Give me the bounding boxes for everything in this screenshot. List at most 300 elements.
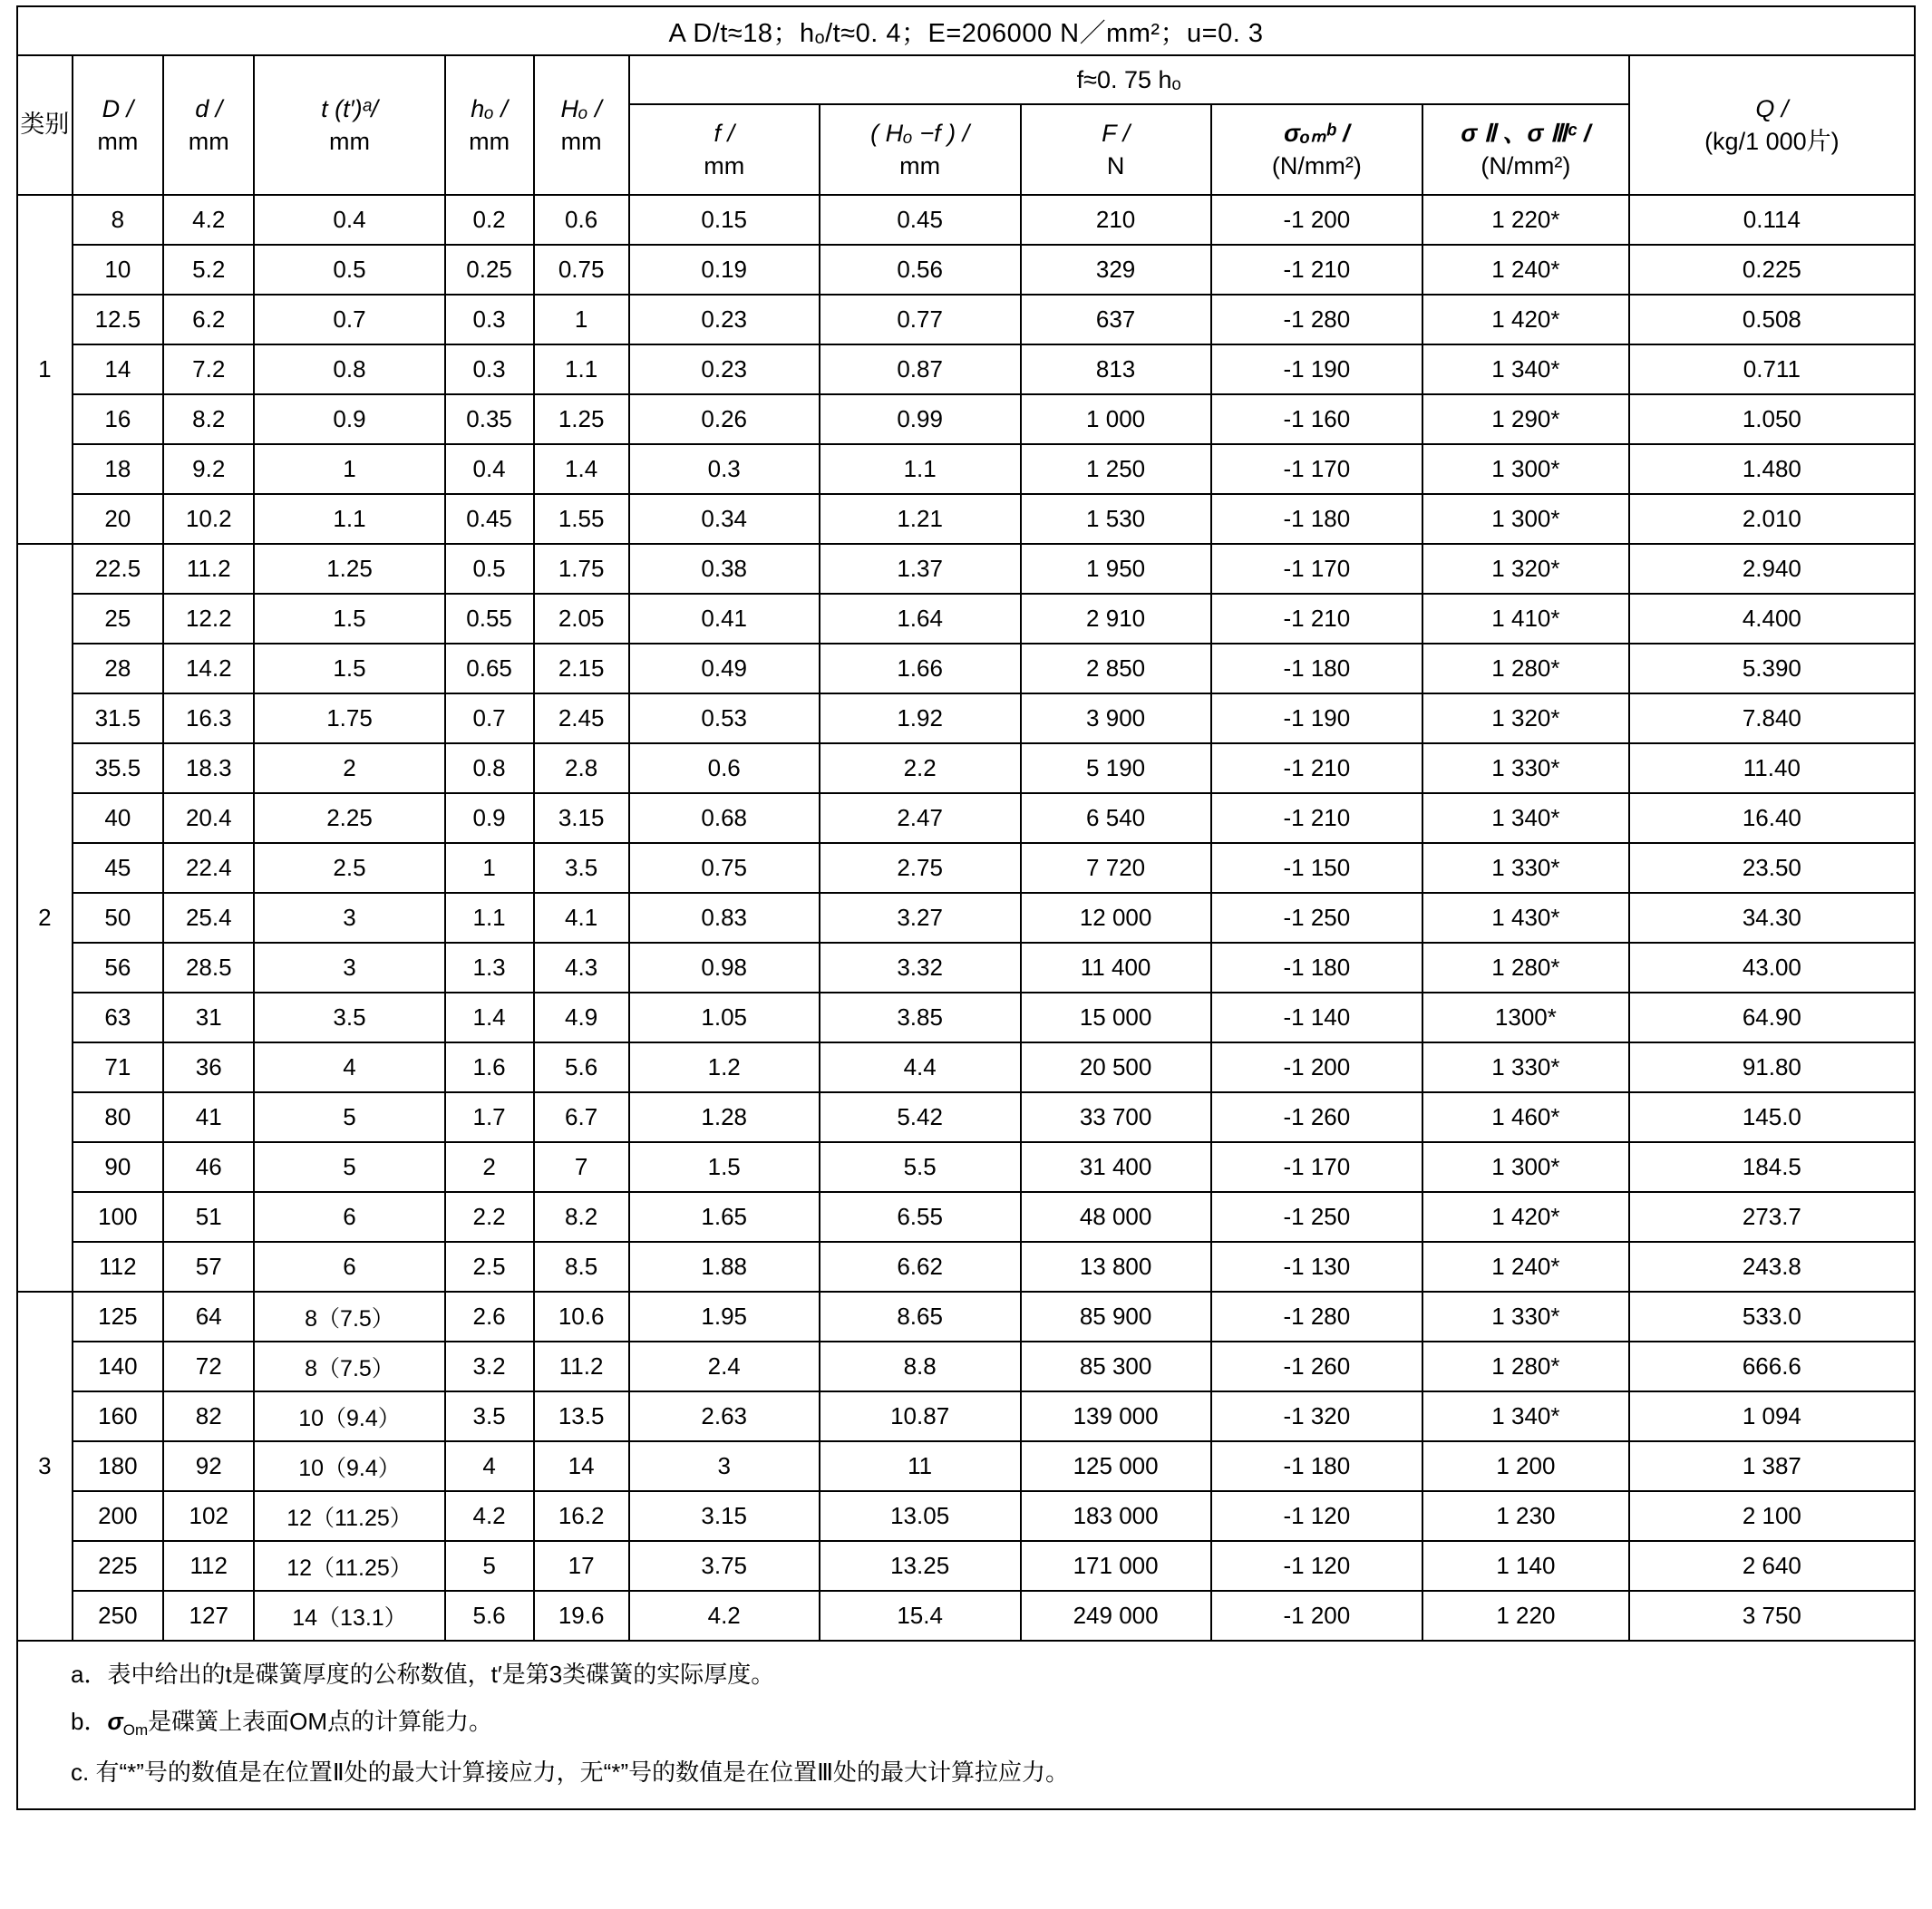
cell-Q: 64.90	[1629, 993, 1915, 1042]
table-row	[17, 793, 1915, 843]
cell-F: 139 000	[1021, 1391, 1211, 1441]
cell-f: 3.75	[629, 1541, 820, 1591]
cell-t: 1.5	[254, 644, 444, 693]
cell-Q: 1.480	[1629, 444, 1915, 494]
header-sigma-II-III: σ Ⅱ 、σ Ⅲᶜ / (N/mm²)	[1422, 104, 1629, 195]
cell-H0-minus-f: 1.21	[820, 494, 1021, 544]
cell-f: 1.88	[629, 1242, 820, 1292]
cell-sigma-Om: -1 180	[1211, 1441, 1422, 1491]
cell-f: 0.68	[629, 793, 820, 843]
cell-sigma-Om: -1 120	[1211, 1491, 1422, 1541]
cell-F: 1 530	[1021, 494, 1211, 544]
cell-H0: 11.2	[534, 1342, 629, 1391]
cell-t: 6	[254, 1192, 444, 1242]
cell-H0-minus-f: 2.2	[820, 743, 1021, 793]
cell-f: 2.4	[629, 1342, 820, 1391]
header-t: t (t′)ᵃ/ mm	[254, 55, 444, 195]
cell-sigma-II-III: 1 220*	[1422, 195, 1629, 245]
cell-f: 1.95	[629, 1292, 820, 1342]
cell-sigma-Om: -1 210	[1211, 594, 1422, 644]
table-row	[17, 594, 1915, 644]
cell-H0: 3.15	[534, 793, 629, 843]
cell-Q: 145.0	[1629, 1092, 1915, 1142]
cell-D: 140	[73, 1342, 163, 1391]
cell-t: 8（7.5）	[254, 1342, 444, 1391]
header-H0: Hₒ / mm	[534, 55, 629, 195]
cell-h0: 0.8	[445, 743, 534, 793]
cell-sigma-Om: -1 200	[1211, 1042, 1422, 1092]
cell-sigma-Om: -1 130	[1211, 1242, 1422, 1292]
cell-sigma-II-III: 1 230	[1422, 1491, 1629, 1541]
cell-Q: 11.40	[1629, 743, 1915, 793]
cell-F: 13 800	[1021, 1242, 1211, 1292]
cell-h0: 3.2	[445, 1342, 534, 1391]
cell-H0: 4.3	[534, 943, 629, 993]
table-row	[17, 295, 1915, 344]
cell-h0: 1.1	[445, 893, 534, 943]
header-D: D / mm	[73, 55, 163, 195]
table-row	[17, 1342, 1915, 1391]
cell-t: 1	[254, 444, 444, 494]
cell-Q: 2 640	[1629, 1541, 1915, 1591]
cell-h0: 2.6	[445, 1292, 534, 1342]
note-c: c. 有“*”号的数值是在位置Ⅱ处的最大计算接应力，无“*”号的数值是在位置Ⅲ处的最大计算拉应力。	[71, 1758, 1070, 1786]
cell-h0: 0.5	[445, 544, 534, 594]
cell-Q: 34.30	[1629, 893, 1915, 943]
cell-F: 6 540	[1021, 793, 1211, 843]
cell-h0: 5.6	[445, 1591, 534, 1641]
table-row	[17, 943, 1915, 993]
header-row-1	[17, 55, 1915, 104]
cell-H0-minus-f: 3.27	[820, 893, 1021, 943]
cell-sigma-II-III: 1 330*	[1422, 1292, 1629, 1342]
table-row	[17, 1391, 1915, 1441]
cell-F: 1 950	[1021, 544, 1211, 594]
cell-Q: 23.50	[1629, 843, 1915, 893]
cell-t: 10（9.4）	[254, 1441, 444, 1491]
cell-H0-minus-f: 0.99	[820, 394, 1021, 444]
table-row	[17, 893, 1915, 943]
cell-h0: 4	[445, 1441, 534, 1491]
cell-sigma-Om: -1 320	[1211, 1391, 1422, 1441]
cell-D: 50	[73, 893, 163, 943]
table-row	[17, 743, 1915, 793]
cell-h0: 0.2	[445, 195, 534, 245]
header-group-f: f≈0. 75 hₒ	[629, 55, 1629, 104]
cell-d: 4.2	[163, 195, 254, 245]
cell-F: 125 000	[1021, 1441, 1211, 1491]
table-row	[17, 843, 1915, 893]
table-row	[17, 394, 1915, 444]
cell-H0: 4.1	[534, 893, 629, 943]
cell-H0-minus-f: 3.85	[820, 993, 1021, 1042]
cell-d: 64	[163, 1292, 254, 1342]
cell-d: 46	[163, 1142, 254, 1192]
cell-F: 813	[1021, 344, 1211, 394]
cell-F: 11 400	[1021, 943, 1211, 993]
cell-d: 127	[163, 1591, 254, 1641]
table-body	[17, 195, 1915, 1641]
cell-Q: 7.840	[1629, 693, 1915, 743]
cell-D: 12.5	[73, 295, 163, 344]
cell-d: 92	[163, 1441, 254, 1491]
cell-H0: 2.15	[534, 644, 629, 693]
cell-Q: 0.225	[1629, 245, 1915, 295]
cell-f: 0.6	[629, 743, 820, 793]
cell-H0: 7	[534, 1142, 629, 1192]
cell-H0: 0.6	[534, 195, 629, 245]
header-f: f / mm	[629, 104, 820, 195]
cell-sigma-Om: -1 210	[1211, 793, 1422, 843]
note-b: b．$\sigma_{Om}$是碟簧上表面OM点的计算能力。	[71, 1708, 493, 1739]
table-row	[17, 1292, 1915, 1342]
cell-H0-minus-f: 13.25	[820, 1541, 1021, 1591]
cell-h0: 0.3	[445, 344, 534, 394]
cell-H0-minus-f: 2.75	[820, 843, 1021, 893]
cell-sigma-II-III: 1 430*	[1422, 893, 1629, 943]
cell-D: 35.5	[73, 743, 163, 793]
table-row	[17, 494, 1915, 544]
cell-sigma-Om: -1 260	[1211, 1092, 1422, 1142]
disc-spring-spec-table	[16, 5, 1916, 1642]
cell-Q: 273.7	[1629, 1192, 1915, 1242]
cell-sigma-Om: -1 280	[1211, 295, 1422, 344]
cell-sigma-II-III: 1 420*	[1422, 295, 1629, 344]
cell-t: 0.7	[254, 295, 444, 344]
cell-t: 5	[254, 1092, 444, 1142]
cell-d: 18.3	[163, 743, 254, 793]
header-h0: hₒ / mm	[445, 55, 534, 195]
table-title: A D/t≈18；hₒ/t≈0. 4；E=206000 N／mm²；u=0. 3	[17, 6, 1915, 55]
category-cell-3: 3	[17, 1292, 73, 1641]
cell-sigma-II-III: 1 300*	[1422, 1142, 1629, 1192]
table-row	[17, 1441, 1915, 1491]
cell-d: 16.3	[163, 693, 254, 743]
table-row	[17, 1042, 1915, 1092]
cell-D: 40	[73, 793, 163, 843]
cell-H0-minus-f: 1.66	[820, 644, 1021, 693]
table-row	[17, 1541, 1915, 1591]
cell-f: 0.23	[629, 295, 820, 344]
cell-f: 3	[629, 1441, 820, 1491]
cell-f: 2.63	[629, 1391, 820, 1441]
cell-h0: 3.5	[445, 1391, 534, 1441]
cell-Q: 2 100	[1629, 1491, 1915, 1541]
header-F: F / N	[1021, 104, 1211, 195]
cell-f: 1.65	[629, 1192, 820, 1242]
table-row	[17, 1142, 1915, 1192]
header-category: 类别	[17, 55, 73, 195]
cell-H0-minus-f: 0.77	[820, 295, 1021, 344]
cell-d: 9.2	[163, 444, 254, 494]
cell-F: 249 000	[1021, 1591, 1211, 1641]
cell-sigma-Om: -1 200	[1211, 1591, 1422, 1641]
category-cell-2: 2	[17, 544, 73, 1292]
cell-t: 2.5	[254, 843, 444, 893]
cell-sigma-II-III: 1 460*	[1422, 1092, 1629, 1142]
cell-sigma-Om: -1 190	[1211, 344, 1422, 394]
cell-Q: 0.114	[1629, 195, 1915, 245]
cell-f: 0.98	[629, 943, 820, 993]
table-title-row	[17, 6, 1915, 55]
cell-f: 0.38	[629, 544, 820, 594]
cell-F: 31 400	[1021, 1142, 1211, 1192]
cell-sigma-Om: -1 180	[1211, 943, 1422, 993]
cell-Q: 91.80	[1629, 1042, 1915, 1092]
cell-D: 31.5	[73, 693, 163, 743]
cell-sigma-II-III: 1 300*	[1422, 494, 1629, 544]
cell-Q: 0.711	[1629, 344, 1915, 394]
cell-t: 0.5	[254, 245, 444, 295]
table-row	[17, 1242, 1915, 1292]
cell-h0: 2	[445, 1142, 534, 1192]
cell-Q: 2.010	[1629, 494, 1915, 544]
cell-D: 125	[73, 1292, 163, 1342]
cell-h0: 0.9	[445, 793, 534, 843]
header-Q: Q / (kg/1 000片)	[1629, 55, 1915, 195]
cell-Q: 16.40	[1629, 793, 1915, 843]
cell-sigma-II-III: 1 340*	[1422, 1391, 1629, 1441]
cell-h0: 1.7	[445, 1092, 534, 1142]
cell-sigma-Om: -1 140	[1211, 993, 1422, 1042]
cell-H0-minus-f: 5.42	[820, 1092, 1021, 1142]
cell-H0-minus-f: 5.5	[820, 1142, 1021, 1192]
table-row	[17, 344, 1915, 394]
cell-t: 3.5	[254, 993, 444, 1042]
cell-H0-minus-f: 8.8	[820, 1342, 1021, 1391]
cell-H0: 16.2	[534, 1491, 629, 1541]
cell-F: 2 850	[1021, 644, 1211, 693]
cell-h0: 2.2	[445, 1192, 534, 1242]
cell-h0: 0.3	[445, 295, 534, 344]
cell-F: 85 900	[1021, 1292, 1211, 1342]
cell-t: 12（11.25）	[254, 1491, 444, 1541]
cell-Q: 43.00	[1629, 943, 1915, 993]
cell-H0: 6.7	[534, 1092, 629, 1142]
cell-H0: 0.75	[534, 245, 629, 295]
cell-D: 16	[73, 394, 163, 444]
cell-D: 90	[73, 1142, 163, 1192]
cell-f: 0.83	[629, 893, 820, 943]
cell-H0: 4.9	[534, 993, 629, 1042]
cell-sigma-II-III: 1 330*	[1422, 1042, 1629, 1092]
cell-t: 1.75	[254, 693, 444, 743]
table-row	[17, 993, 1915, 1042]
cell-sigma-II-III: 1 330*	[1422, 743, 1629, 793]
cell-sigma-Om: -1 150	[1211, 843, 1422, 893]
cell-sigma-II-III: 1 330*	[1422, 843, 1629, 893]
cell-D: 8	[73, 195, 163, 245]
cell-t: 6	[254, 1242, 444, 1292]
table-row	[17, 693, 1915, 743]
cell-H0: 2.05	[534, 594, 629, 644]
cell-F: 5 190	[1021, 743, 1211, 793]
cell-d: 10.2	[163, 494, 254, 544]
cell-F: 183 000	[1021, 1491, 1211, 1541]
cell-sigma-II-III: 1 280*	[1422, 644, 1629, 693]
cell-H0: 1	[534, 295, 629, 344]
cell-H0-minus-f: 15.4	[820, 1591, 1021, 1641]
cell-d: 102	[163, 1491, 254, 1541]
cell-D: 56	[73, 943, 163, 993]
table-row	[17, 195, 1915, 245]
cell-d: 31	[163, 993, 254, 1042]
cell-sigma-Om: -1 170	[1211, 1142, 1422, 1192]
cell-sigma-Om: -1 120	[1211, 1541, 1422, 1591]
cell-sigma-II-III: 1 300*	[1422, 444, 1629, 494]
cell-H0-minus-f: 0.87	[820, 344, 1021, 394]
table-row	[17, 644, 1915, 693]
cell-sigma-Om: -1 250	[1211, 893, 1422, 943]
cell-D: 100	[73, 1192, 163, 1242]
cell-H0: 17	[534, 1541, 629, 1591]
cell-Q: 3 750	[1629, 1591, 1915, 1641]
cell-t: 1.25	[254, 544, 444, 594]
cell-H0-minus-f: 11	[820, 1441, 1021, 1491]
cell-sigma-Om: -1 190	[1211, 693, 1422, 743]
table-row	[17, 444, 1915, 494]
cell-H0-minus-f: 1.64	[820, 594, 1021, 644]
cell-sigma-II-III: 1 220	[1422, 1591, 1629, 1641]
cell-h0: 4.2	[445, 1491, 534, 1541]
cell-H0: 1.1	[534, 344, 629, 394]
cell-d: 20.4	[163, 793, 254, 843]
cell-h0: 2.5	[445, 1242, 534, 1292]
cell-F: 637	[1021, 295, 1211, 344]
cell-D: 45	[73, 843, 163, 893]
cell-D: 10	[73, 245, 163, 295]
cell-H0: 2.8	[534, 743, 629, 793]
cell-d: 6.2	[163, 295, 254, 344]
spec-table-sheet	[16, 5, 1916, 1810]
note-a: a．表中给出的t是碟簧厚度的公称数值，t′是第3类碟簧的实际厚度。	[71, 1661, 775, 1688]
cell-H0-minus-f: 10.87	[820, 1391, 1021, 1441]
cell-H0: 14	[534, 1441, 629, 1491]
cell-d: 57	[163, 1242, 254, 1292]
cell-H0: 1.55	[534, 494, 629, 544]
cell-sigma-Om: -1 180	[1211, 644, 1422, 693]
cell-H0-minus-f: 4.4	[820, 1042, 1021, 1092]
cell-h0: 0.25	[445, 245, 534, 295]
cell-H0-minus-f: 6.55	[820, 1192, 1021, 1242]
cell-h0: 5	[445, 1541, 534, 1591]
cell-d: 112	[163, 1541, 254, 1591]
cell-d: 41	[163, 1092, 254, 1142]
cell-D: 20	[73, 494, 163, 544]
cell-Q: 1 387	[1629, 1441, 1915, 1491]
cell-F: 15 000	[1021, 993, 1211, 1042]
cell-sigma-II-III: 1 290*	[1422, 394, 1629, 444]
cell-D: 28	[73, 644, 163, 693]
cell-Q: 1 094	[1629, 1391, 1915, 1441]
cell-H0: 8.5	[534, 1242, 629, 1292]
cell-F: 3 900	[1021, 693, 1211, 743]
cell-h0: 0.4	[445, 444, 534, 494]
cell-H0-minus-f: 0.56	[820, 245, 1021, 295]
cell-H0: 19.6	[534, 1591, 629, 1641]
cell-f: 0.75	[629, 843, 820, 893]
cell-d: 25.4	[163, 893, 254, 943]
cell-H0-minus-f: 0.45	[820, 195, 1021, 245]
cell-D: 180	[73, 1441, 163, 1491]
cell-F: 33 700	[1021, 1092, 1211, 1142]
cell-H0: 3.5	[534, 843, 629, 893]
cell-t: 8（7.5）	[254, 1292, 444, 1342]
cell-sigma-Om: -1 170	[1211, 444, 1422, 494]
cell-Q: 533.0	[1629, 1292, 1915, 1342]
cell-f: 1.2	[629, 1042, 820, 1092]
cell-D: 160	[73, 1391, 163, 1441]
cell-f: 3.15	[629, 1491, 820, 1541]
cell-sigma-II-III: 1 200	[1422, 1441, 1629, 1491]
cell-h0: 0.65	[445, 644, 534, 693]
cell-H0: 2.45	[534, 693, 629, 743]
cell-sigma-Om: -1 210	[1211, 743, 1422, 793]
cell-F: 2 910	[1021, 594, 1211, 644]
cell-H0-minus-f: 8.65	[820, 1292, 1021, 1342]
cell-t: 1.5	[254, 594, 444, 644]
cell-Q: 4.400	[1629, 594, 1915, 644]
cell-f: 0.34	[629, 494, 820, 544]
cell-D: 71	[73, 1042, 163, 1092]
cell-t: 0.9	[254, 394, 444, 444]
cell-d: 36	[163, 1042, 254, 1092]
cell-f: 0.49	[629, 644, 820, 693]
cell-d: 8.2	[163, 394, 254, 444]
cell-d: 14.2	[163, 644, 254, 693]
cell-Q: 184.5	[1629, 1142, 1915, 1192]
cell-F: 171 000	[1021, 1541, 1211, 1591]
cell-H0: 1.25	[534, 394, 629, 444]
cell-h0: 0.45	[445, 494, 534, 544]
cell-d: 82	[163, 1391, 254, 1441]
cell-d: 22.4	[163, 843, 254, 893]
cell-Q: 243.8	[1629, 1242, 1915, 1292]
cell-f: 0.53	[629, 693, 820, 743]
cell-D: 22.5	[73, 544, 163, 594]
cell-f: 1.5	[629, 1142, 820, 1192]
cell-t: 14（13.1）	[254, 1591, 444, 1641]
header-sigma-Om: σₒₘᵇ / (N/mm²)	[1211, 104, 1422, 195]
cell-sigma-II-III: 1 140	[1422, 1541, 1629, 1591]
cell-H0-minus-f: 6.62	[820, 1242, 1021, 1292]
cell-H0-minus-f: 2.47	[820, 793, 1021, 843]
table-row	[17, 1092, 1915, 1142]
cell-Q: 5.390	[1629, 644, 1915, 693]
cell-h0: 1.4	[445, 993, 534, 1042]
cell-f: 0.26	[629, 394, 820, 444]
cell-H0-minus-f: 1.92	[820, 693, 1021, 743]
cell-H0: 1.4	[534, 444, 629, 494]
cell-t: 0.4	[254, 195, 444, 245]
cell-d: 11.2	[163, 544, 254, 594]
cell-d: 51	[163, 1192, 254, 1242]
cell-f: 4.2	[629, 1591, 820, 1641]
cell-h0: 0.55	[445, 594, 534, 644]
cell-Q: 1.050	[1629, 394, 1915, 444]
cell-H0: 8.2	[534, 1192, 629, 1242]
cell-F: 210	[1021, 195, 1211, 245]
table-row	[17, 1192, 1915, 1242]
table-row	[17, 1491, 1915, 1541]
cell-d: 7.2	[163, 344, 254, 394]
cell-F: 85 300	[1021, 1342, 1211, 1391]
cell-D: 63	[73, 993, 163, 1042]
cell-H0: 10.6	[534, 1292, 629, 1342]
cell-Q: 666.6	[1629, 1342, 1915, 1391]
cell-F: 1 250	[1021, 444, 1211, 494]
cell-sigma-Om: -1 170	[1211, 544, 1422, 594]
